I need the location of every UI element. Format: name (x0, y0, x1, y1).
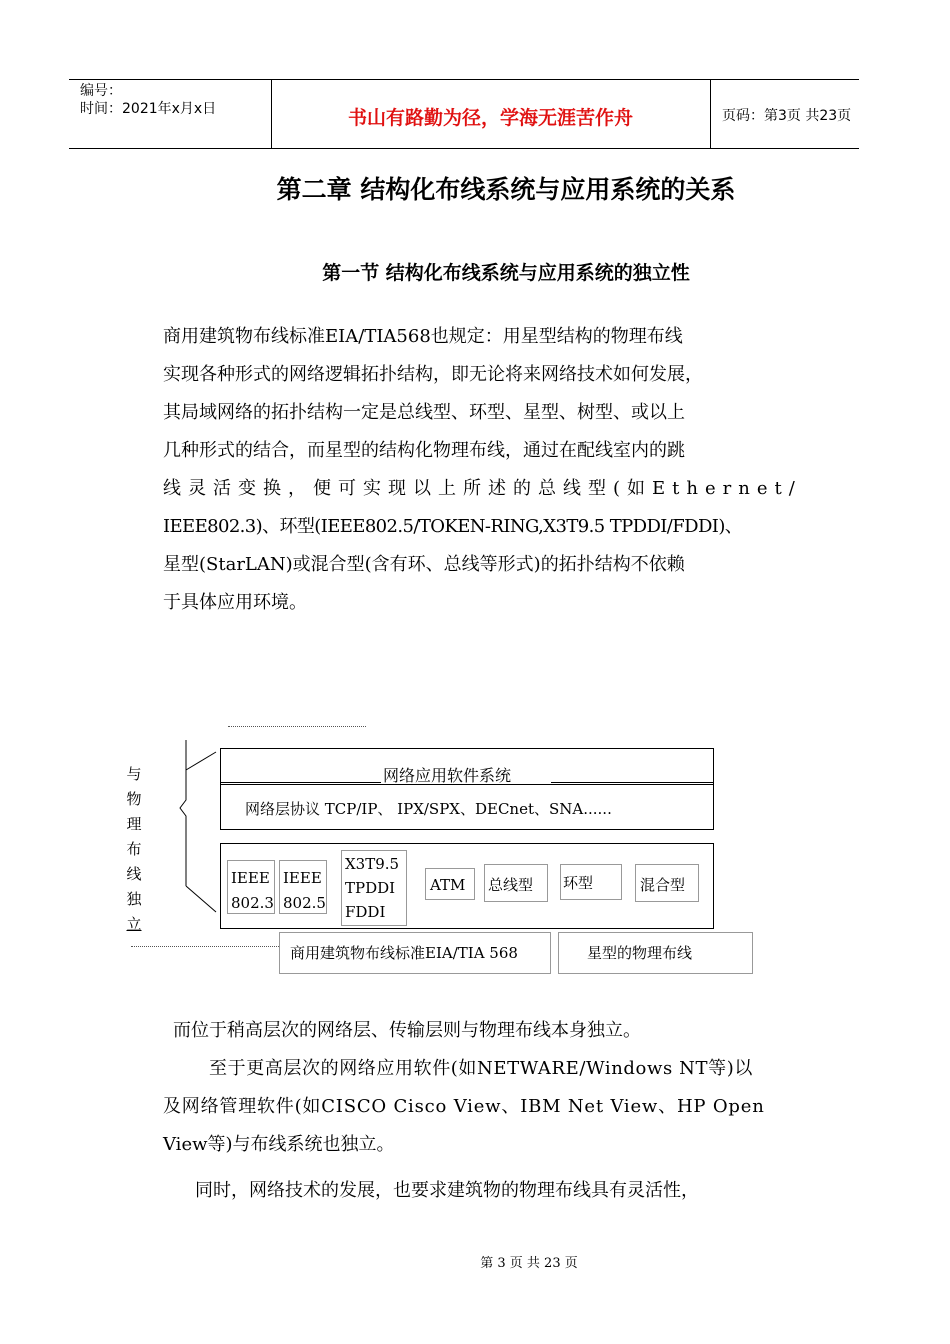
ring-topology-box: 环型 (560, 864, 622, 900)
physical-layer-box (220, 843, 714, 929)
paragraph-line: 星型(StarLAN)或混合型(含有环、总线等形式)的拓扑结构不依赖 (163, 554, 685, 575)
network-layer-label: 网络层协议 TCP/IP、 IPX/SPX、DECnet、SNA...... (245, 800, 612, 818)
ieee8023-box: IEEE 802.3 (227, 860, 275, 914)
page-label: 页码：第3页 共23页 (722, 108, 852, 124)
paragraph-line: 商用建筑物布线标准EIA/TIA568也规定：用星型结构的物理布线 (163, 326, 683, 347)
document-header (69, 79, 859, 149)
header-motto-cell (271, 80, 711, 148)
standard-label: 商用建筑物布线标准EIA/TIA 568 (290, 944, 518, 962)
star-cabling-label: 星型的物理布线 (587, 944, 693, 962)
paragraph-line: 于具体应用环境。 (163, 592, 307, 613)
paragraph-line: View等)与布线系统也独立。 (163, 1134, 395, 1155)
x3t9-box: X3T9.5 TPDDI FDDI (341, 850, 407, 926)
header-meta-cell (69, 80, 272, 148)
ieee8025-box: IEEE 802.5 (279, 860, 327, 914)
header-page-cell (710, 80, 859, 148)
mixed-topology-box: 混合型 (635, 864, 699, 902)
section-title: 第一节 结构化布线系统与应用系统的独立性 (322, 262, 690, 284)
app-software-label: 网络应用软件系统 (383, 766, 512, 785)
standard-box (279, 932, 551, 974)
bus-topology-box: 总线型 (484, 864, 548, 902)
independence-diagram (0, 700, 950, 990)
paragraph-line: 而位于稍高层次的网络层、传输层则与物理布线本身独立。 (173, 1020, 641, 1041)
paragraph-line: 实现各种形式的网络逻辑拓扑结构，即无论将来网络技术如何发展， (163, 364, 703, 385)
motto: 书山有路勤为径，学海无涯苦作舟 (347, 107, 633, 129)
chapter-title: 第二章 结构化布线系统与应用系统的关系 (276, 175, 736, 204)
page-footer: 第 3 页 共 23 页 (480, 1256, 578, 1271)
paragraph-line: 至于更高层次的网络应用软件(如NETWARE/Windows NT等)以 (209, 1058, 753, 1079)
paragraph-line: 同时，网络技术的发展，也要求建筑物的物理布线具有灵活性， (195, 1180, 699, 1201)
time-label: 时间：2021年x月x日 (80, 101, 217, 117)
software-layer-box (220, 748, 714, 830)
paragraph-line: IEEE802.3)、环型(IEEE802.5/TOKEN-RING,X3T9.5 TPDDI/FDDI)、 (163, 516, 743, 537)
star-cabling-box (558, 932, 753, 974)
paragraph-intro (163, 318, 816, 622)
paragraph-line: 几种形式的结合，而星型的结构化物理布线，通过在配线室内的跳 (163, 440, 685, 461)
paragraph-line: 及网络管理软件(如CISCO Cisco View、IBM Net View、HP Open (163, 1096, 765, 1117)
side-label: 与 物 理 布 线 独 立 (126, 765, 142, 933)
atm-box: ATM (425, 868, 475, 900)
paragraph-line: 线灵活变换，便可实现以上所述的总线型(如Ethernet/ (163, 478, 802, 499)
paragraph-line: 其局域网络的拓扑结构一定是总线型、环型、星型、树型、或以上 (163, 402, 685, 423)
number-label: 编号： (80, 83, 122, 99)
paragraph-layers (163, 1012, 818, 1210)
